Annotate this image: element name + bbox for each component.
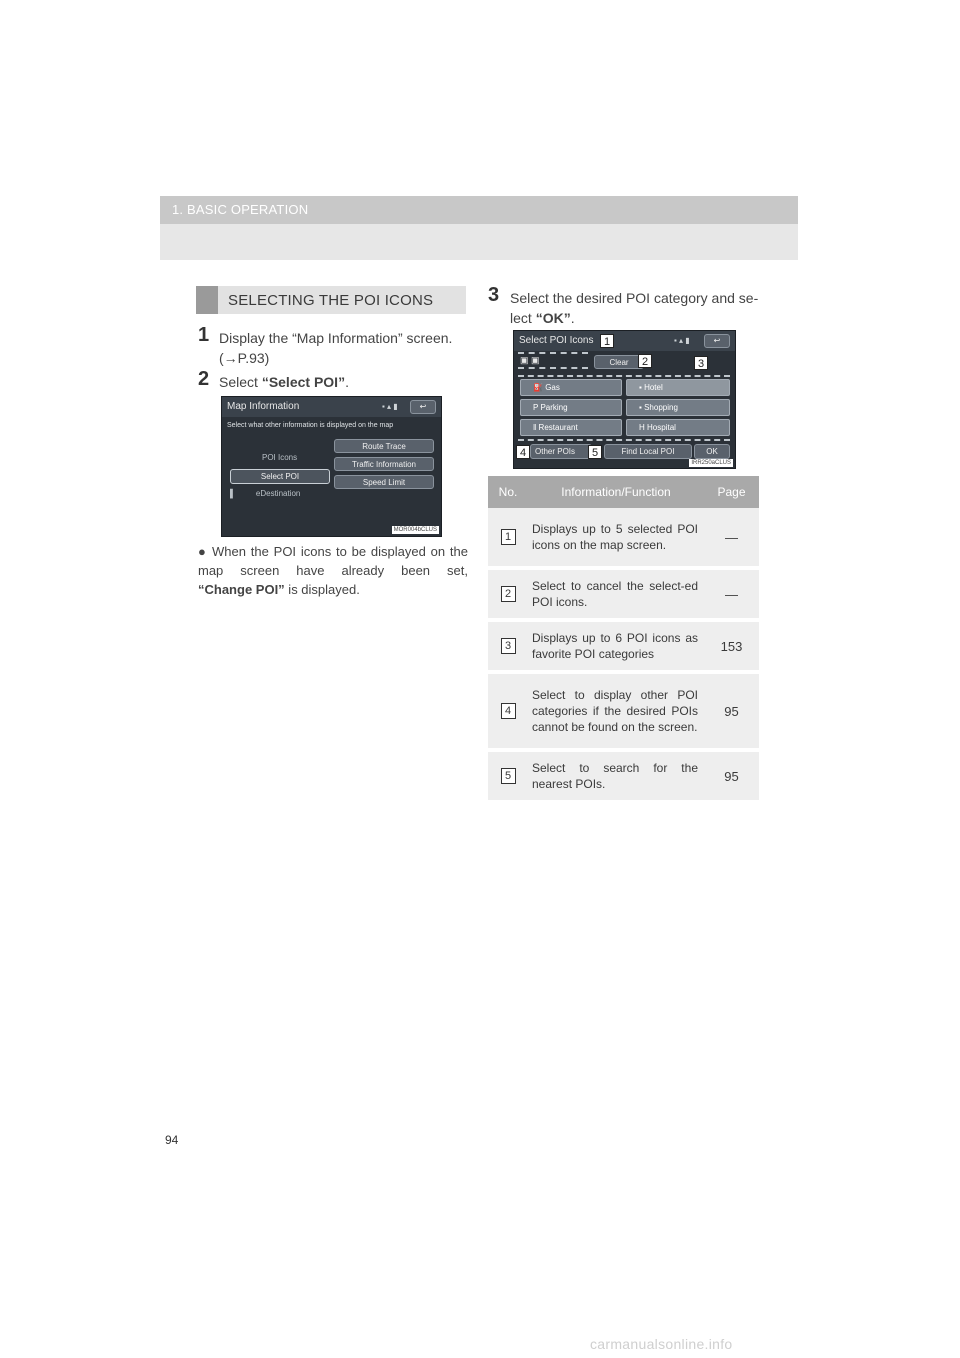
row-number-box: 1	[501, 529, 516, 545]
gas-category-icon: ⛽	[533, 383, 543, 392]
hotel-category-icon: ▪	[639, 383, 642, 392]
row-number	[488, 672, 528, 750]
callout-5: 5	[588, 445, 602, 459]
category-hospital-button[interactable]	[626, 419, 730, 436]
note-line-3	[198, 580, 468, 599]
destination-indicator: ▌	[230, 489, 236, 498]
status-icons: ▪ ▴ ▮	[382, 402, 398, 411]
table-row	[488, 568, 759, 620]
category-hospital-label: Hospital	[647, 423, 676, 432]
note-line-2: map screen have already been set,	[198, 563, 468, 578]
screen-title: Select POI Icons	[519, 335, 594, 346]
note-text	[198, 542, 468, 599]
row-info: Displays up to 6 POI icons as favorite POI categories	[528, 620, 704, 672]
restaurant-icon: ‖	[533, 423, 537, 432]
callout-4: 4	[516, 445, 530, 459]
select-poi-button[interactable]: Select POI	[230, 469, 330, 484]
step-3	[488, 284, 760, 326]
category-restaurant-button[interactable]	[520, 419, 622, 436]
category-hotel-label: Hotel	[644, 383, 663, 392]
find-local-poi-button[interactable]: Find Local POI	[604, 444, 692, 459]
row-number	[488, 508, 528, 568]
row-page: —	[704, 508, 759, 568]
note	[198, 542, 468, 599]
step-1	[198, 324, 468, 366]
other-pois-button[interactable]: Other POIs	[530, 444, 592, 459]
category-shopping-label: Shopping	[644, 403, 678, 412]
category-gas-button[interactable]	[520, 379, 622, 396]
bullet-icon: ●	[198, 544, 206, 559]
image-code: IRR250aCLUS	[691, 460, 731, 466]
header-subband	[160, 224, 798, 260]
step-3-action: “OK”	[535, 310, 571, 326]
callout-3: 3	[694, 356, 708, 370]
traffic-information-button[interactable]: Traffic Information	[334, 457, 434, 471]
section-header-label: 1. BASIC OPERATION	[172, 202, 309, 217]
step-1-number: 1	[198, 324, 210, 346]
map-information-screenshot	[221, 396, 442, 537]
back-button[interactable]	[704, 334, 730, 348]
selected-icons-bottom-dash	[518, 367, 588, 371]
step-3-prefix: lect	[510, 310, 536, 326]
row-info: Select to search for the nearest POIs.	[528, 750, 704, 802]
row-page: 95	[704, 672, 759, 750]
section-title: SELECTING THE POI ICONS	[228, 292, 434, 309]
category-parking-label: Parking	[540, 403, 568, 412]
step-3-text: Select the desired POI category and se-	[510, 290, 759, 306]
hotel-icon: ▣	[531, 355, 540, 365]
status-icons: ▪ ▴ ▮	[674, 336, 690, 345]
row-page: —	[704, 568, 759, 620]
row-page: 153	[704, 620, 759, 672]
step-1-text: Display the “Map Information” screen.	[219, 330, 453, 346]
row-number-box: 2	[501, 586, 516, 602]
table-row	[488, 508, 759, 568]
watermark: carmanualsonline.info	[590, 1336, 733, 1352]
category-parking-button[interactable]	[520, 399, 622, 416]
row-number-box: 3	[501, 638, 516, 654]
row-number	[488, 620, 528, 672]
page-number: 94	[165, 1133, 179, 1147]
category-gas-label: Gas	[545, 383, 560, 392]
step-2-action: “Select POI”	[261, 374, 346, 390]
category-hotel-button[interactable]	[626, 379, 730, 396]
poi-icons-label: POI Icons	[262, 453, 298, 462]
column-header-page: Page	[704, 476, 759, 508]
select-poi-icons-screenshot	[513, 330, 736, 469]
shopping-icon: ▪	[639, 403, 642, 412]
section-title-tab	[196, 286, 218, 314]
row-info: Select to cancel the select-ed POI icons.	[528, 568, 704, 620]
clear-button[interactable]: Clear	[594, 355, 644, 369]
note-suffix: is displayed.	[284, 582, 360, 597]
back-icon: ↩	[419, 402, 427, 411]
image-code: MOR004bCLUS	[393, 527, 437, 533]
step-1-reference: (→P.93)	[219, 350, 270, 366]
step-2-number: 2	[198, 368, 210, 390]
callout-1: 1	[600, 334, 614, 348]
table-row	[488, 672, 759, 750]
parking-icon: P	[533, 403, 539, 412]
row-number	[488, 568, 528, 620]
callout-2: 2	[638, 354, 652, 368]
screen-subtitle: Select what other information is displayed on the map	[227, 422, 394, 429]
step-2-text	[219, 372, 349, 392]
screen-title: Map Information	[227, 401, 300, 412]
note-action: “Change POI”	[198, 582, 285, 597]
step-2	[198, 368, 349, 391]
step-2-prefix: Select	[219, 374, 262, 390]
poi-info-table	[488, 476, 759, 804]
destination-label: eDestination	[255, 489, 301, 498]
note-line-1: When the POI icons to be displayed on the	[212, 544, 468, 559]
table-header-row	[488, 476, 759, 508]
row-number	[488, 750, 528, 802]
step-3-number: 3	[488, 284, 500, 306]
speed-limit-button[interactable]: Speed Limit	[334, 475, 434, 489]
table-row	[488, 620, 759, 672]
column-header-info: Information/Function	[528, 476, 704, 508]
category-shopping-button[interactable]	[626, 399, 730, 416]
category-restaurant-label: Restaurant	[538, 423, 578, 432]
step-3-text-2	[510, 308, 575, 328]
row-page: 95	[704, 750, 759, 802]
step-3-suffix: .	[570, 310, 575, 326]
ok-button[interactable]: OK	[694, 444, 730, 459]
table-row	[488, 750, 759, 802]
row-number-box: 5	[501, 768, 516, 784]
section-title-bar	[196, 286, 466, 314]
row-number-box: 4	[501, 703, 516, 719]
back-button[interactable]	[410, 400, 436, 414]
hospital-icon: H	[639, 423, 645, 432]
favorites-bottom-dash	[518, 439, 730, 443]
back-icon: ↩	[713, 336, 721, 345]
route-trace-button[interactable]: Route Trace	[334, 439, 434, 453]
row-info: Select to display other POI categories if the desired POIs cannot be found on the screen.	[528, 672, 704, 750]
selected-poi-icons	[520, 355, 540, 366]
step-2-suffix: .	[345, 374, 349, 390]
row-info: Displays up to 5 selected POI icons on the map screen.	[528, 508, 704, 568]
column-header-no: No.	[488, 476, 528, 508]
destination-item[interactable]	[230, 489, 300, 498]
gas-icon: ▣	[520, 355, 529, 365]
